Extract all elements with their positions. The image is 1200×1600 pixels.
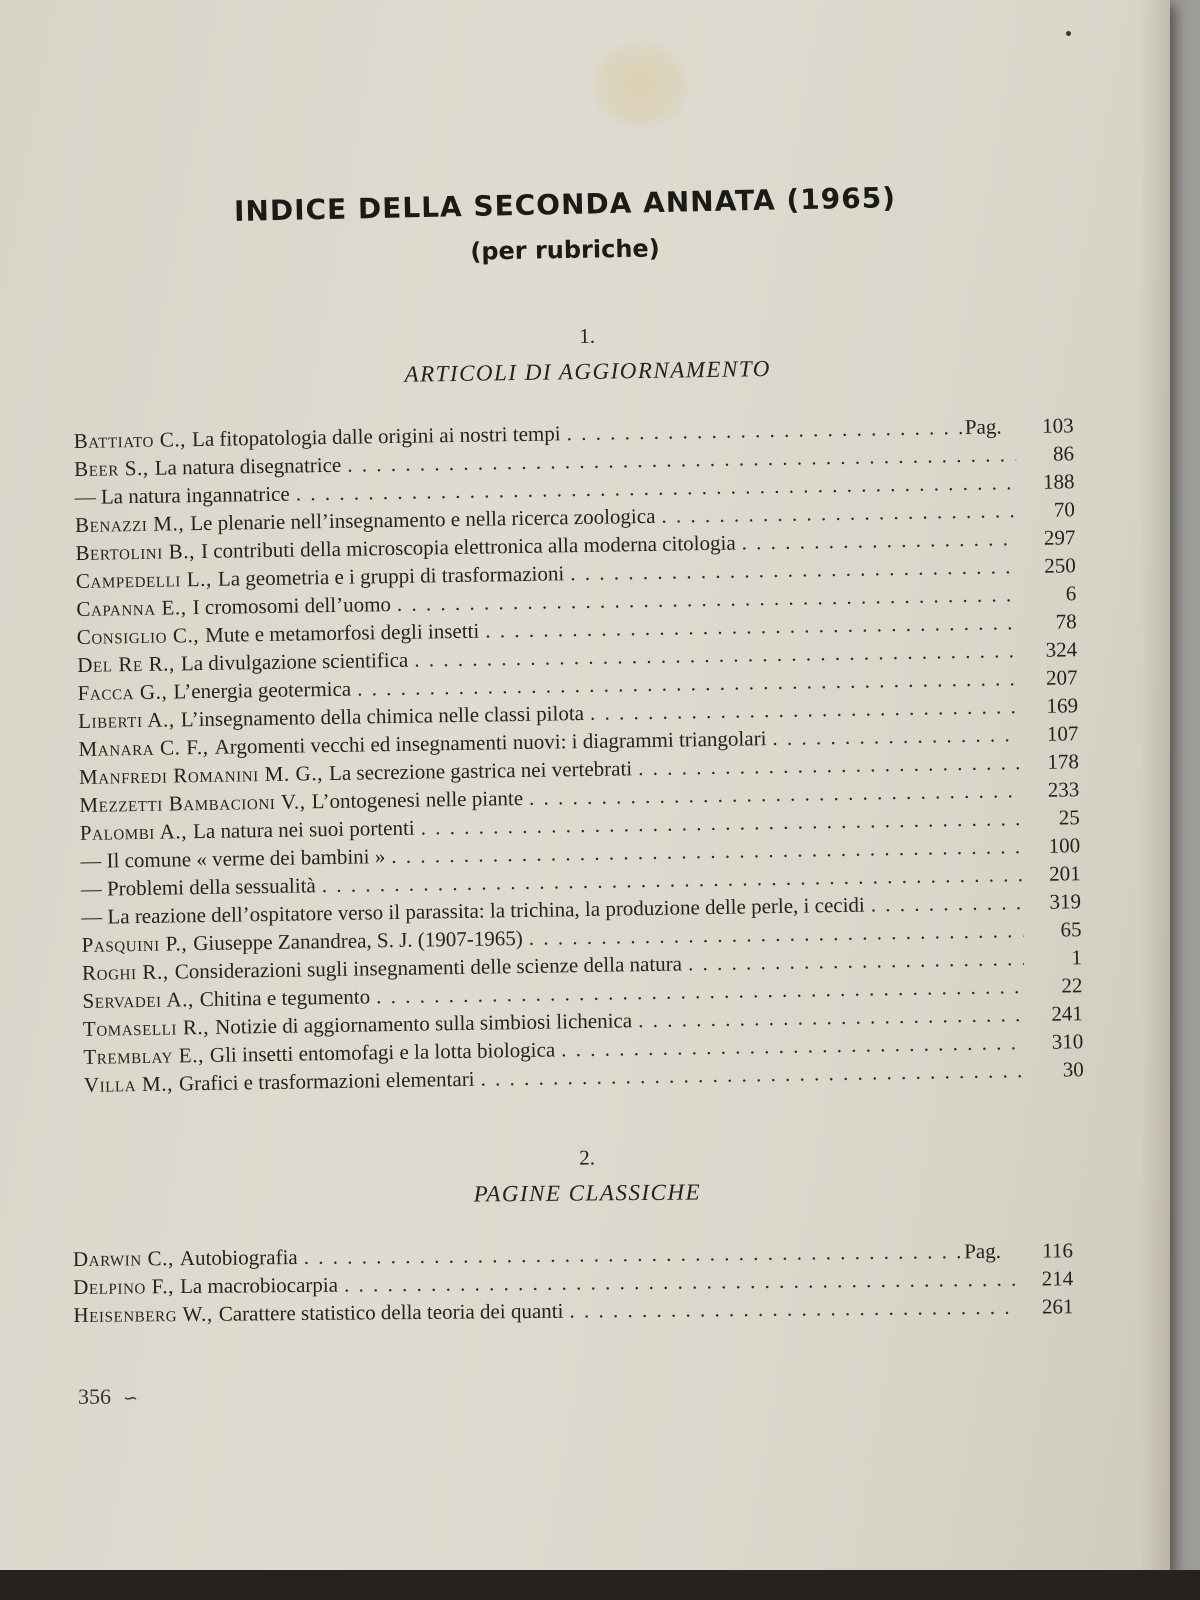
entry-page-number: 324 — [1045, 637, 1078, 662]
entry-author: Tremblay E., — [83, 1043, 205, 1069]
entry-page-number: 250 — [1044, 553, 1076, 578]
entry-author: Campedelli L., — [75, 566, 213, 593]
entry-page-number: 310 — [1051, 1029, 1084, 1054]
entry-title: Le plenarie nell’insegnamento e nella ricerca zoologica — [190, 503, 656, 536]
entry-title: La fitopatologia dalle origini ai nostri tempi — [191, 421, 561, 452]
entry-title: La macrobiocarpia — [179, 1272, 339, 1299]
entry-author: Consiglio C., — [76, 623, 200, 649]
entry-author: Pasquini P., — [81, 931, 188, 957]
entry-list — [73, 1236, 1074, 1329]
page-subtitle: (per rubriche) — [470, 234, 660, 266]
entry-page-number: 261 — [1041, 1294, 1074, 1319]
entry-page-number: 233 — [1047, 777, 1080, 802]
entry-title: Mute e metamorfosi degli insetti — [204, 618, 480, 647]
entry-author: Liberti A., — [77, 707, 175, 733]
page-edge-shadow — [1140, 0, 1170, 1575]
entry-author: Villa M., — [83, 1071, 174, 1097]
entry-page-number: 188 — [1042, 469, 1075, 494]
entry-page-number: 65 — [1060, 917, 1082, 942]
page-title: INDICE DELLA SECONDA ANNATA (1965) — [233, 181, 897, 228]
section-number: 2. — [579, 1145, 596, 1170]
entry-title: La natura nei suoi portenti — [192, 815, 415, 844]
footer-ornament: ∽ — [123, 1388, 139, 1408]
entry-author: Heisenberg W., — [73, 1301, 213, 1327]
entry-page-number: 319 — [1049, 889, 1082, 914]
entry-title: I cromosomi dell’uomo — [192, 592, 392, 620]
entry-title: Grafici e trasformazioni elementari — [178, 1066, 475, 1096]
entry-page-number: 214 — [1041, 1266, 1074, 1291]
entry-page-number: 297 — [1043, 525, 1076, 550]
entry-title: — La natura ingannatrice — [74, 481, 290, 509]
entry-title: L’energia geotermica — [173, 676, 352, 704]
entry-page-number: 86 — [1052, 441, 1075, 466]
entry-author: Beer S., — [73, 455, 149, 481]
entry-page-number: 241 — [1051, 1001, 1084, 1026]
entry-title: Notizie di aggiornamento sulla simbiosi lichenica — [214, 1008, 633, 1039]
entry-title: La divulgazione scientifica — [180, 647, 409, 676]
entry-author: Facca G., — [77, 679, 168, 705]
entry-title: La geometria e i gruppi di trasformazioni — [217, 561, 565, 591]
entry-author: Servadei A., — [82, 987, 195, 1013]
section-number: 1. — [579, 323, 596, 349]
entry-page-number: 25 — [1058, 805, 1080, 830]
entry-page-number: 78 — [1055, 609, 1077, 634]
entry-page-number: 116 — [1042, 1238, 1074, 1263]
entry-page-number: 178 — [1047, 749, 1080, 774]
entry-page-number: 201 — [1048, 861, 1081, 886]
entry-page-number: 169 — [1046, 693, 1079, 718]
entry-page-number: 107 — [1046, 721, 1079, 746]
entry-author: Capanna E., — [76, 595, 187, 621]
entry-page-number: 30 — [1062, 1057, 1084, 1082]
entry-author: Battiato C., — [73, 427, 187, 453]
entry-title: I contributi della microscopia elettronica alla moderna citologia — [200, 530, 736, 563]
dot-leader — [563, 1293, 1015, 1325]
entry-author: Benazzi M., — [74, 511, 185, 537]
entry-author: Darwin C., — [72, 1246, 174, 1271]
entry-page-number: 207 — [1045, 665, 1078, 690]
entry-page-number: 100 — [1048, 833, 1081, 858]
dot-leader — [865, 888, 1024, 918]
entry-title: Argomenti vecchi ed insegnamenti nuovi: i diagrammi triangolari — [214, 726, 767, 759]
entry-page-number: 70 — [1053, 497, 1076, 522]
page-footer — [78, 1384, 138, 1410]
entry-author: Manara C. F., — [78, 734, 209, 761]
paper-stain — [590, 40, 690, 130]
entry-title: La natura disegnatrice — [154, 452, 342, 480]
section-articoli — [72, 316, 1084, 1099]
entry-list — [73, 411, 1083, 1099]
dot-leader — [766, 720, 1020, 752]
entry-author: Mezzetti Bambacioni V., — [79, 789, 306, 817]
section-pagine-classiche — [72, 1141, 1074, 1329]
entry-page-number: 22 — [1061, 973, 1083, 998]
entry-author: Bertolini B., — [75, 539, 196, 565]
entry-title: Carattere statistico della teoria dei quanti — [218, 1298, 564, 1326]
page-number: 356 — [78, 1384, 111, 1409]
entry-page-number: 1 — [1071, 945, 1083, 970]
page-label: Pag. — [964, 1238, 1002, 1264]
entry-title: Autobiografia — [179, 1245, 298, 1271]
paper-speck — [1066, 31, 1071, 36]
entry-title: L’insegnamento della chimica nelle classi pilota — [180, 701, 585, 732]
entry-title: La secrezione gastrica nei vertebrati — [328, 756, 633, 786]
entry-title: Gli insetti entomofagi e la lotta biologica — [209, 1037, 556, 1067]
entry-author: Manfredi Romanini M. G., — [78, 761, 324, 789]
entry-title: — Il comune « verme dei bambini » — [80, 844, 386, 873]
background-bottom — [0, 1570, 1200, 1600]
entry-title: — Problemi della sessualità — [80, 873, 316, 901]
entry-title: Considerazioni sugli insegnamenti delle scienze della natura — [174, 951, 683, 984]
background-strip — [1170, 0, 1200, 1600]
entry-author: Del Re R., — [77, 651, 176, 677]
entry-title: L’ontogenesi nelle piante — [311, 785, 524, 814]
section-title: ARTICOLI DI AGGIORNAMENTO — [404, 356, 772, 387]
entry-title: — La reazione dell’ospitatore verso il parassita: la trichina, la produzione delle perle, i cecidi — [81, 892, 865, 929]
entry-author: Tomaselli R., — [82, 1014, 210, 1041]
entry-title: Chitina e tegumento — [199, 984, 371, 1012]
entry-page-number: 103 — [1041, 413, 1074, 438]
entry-title: Giuseppe Zanandrea, S. J. (1907-1965) — [193, 925, 523, 956]
dot-leader — [735, 524, 1017, 556]
page-label: Pag. — [964, 414, 1002, 439]
entry-author: Delpino F., — [73, 1274, 175, 1299]
entry-author: Roghi R., — [81, 959, 169, 985]
entry-author: Palombi A., — [79, 819, 188, 845]
entry-page-number: 6 — [1065, 581, 1077, 606]
section-title: PAGINE CLASSICHE — [473, 1179, 702, 1207]
